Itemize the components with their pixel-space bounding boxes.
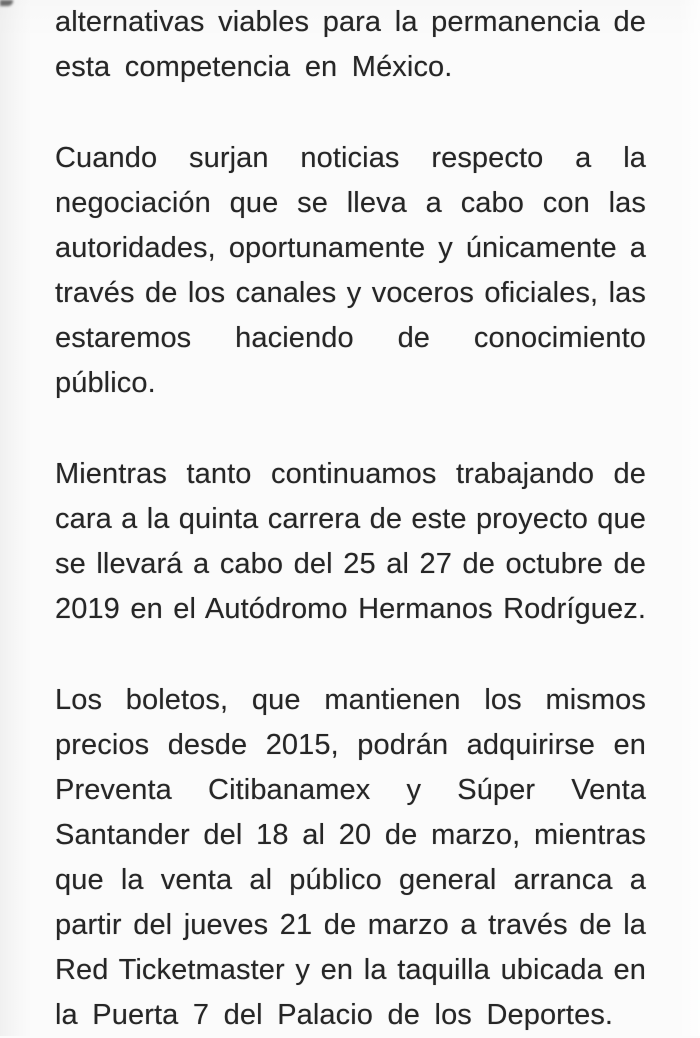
paragraph [55,136,646,406]
text-line: alternativas viables para la permanencia de [55,6,646,38]
text-line: que la venta al público general arranca a [55,864,646,896]
text-line: través de los canales y voceros oficiales, las [55,277,646,309]
text-line: esta competencia en México. [55,51,453,83]
text-line: partir del jueves 21 de marzo a través de la [55,909,646,941]
text-line: Preventa Citibanamex y Súper Venta [55,774,646,806]
text-line: precios desde 2015, podrán adquirirse en [55,729,646,761]
text-line: Santander del 18 al 20 de marzo, mientras [55,819,646,851]
paragraph [55,678,646,1038]
text-line: se llevará a cabo del 25 al 27 de octubre de [55,548,646,580]
paragraph [55,452,646,632]
text-line: público. [55,367,156,399]
text-line: Los boletos, que mantienen los mismos [55,684,646,716]
text-line: cara a la quinta carrera de este proyecto que [55,503,646,535]
text-line: autoridades, oportunamente y únicamente a [55,232,646,264]
text-line: negociación que se lleva a cabo con las [55,187,646,219]
text-line: la Puerta 7 del Palacio de los Deportes. [55,999,614,1031]
text-line: Cuando surjan noticias respecto a la [55,142,646,174]
text-line: Red Ticketmaster y en la taquilla ubicada en [55,954,646,986]
text-line: estaremos haciendo de conocimiento [55,322,646,354]
text-line: Mientras tanto continuamos trabajando de [55,458,646,490]
paragraph [55,0,646,90]
text-line: 2019 en el Autódromo Hermanos Rodríguez. [55,593,646,625]
